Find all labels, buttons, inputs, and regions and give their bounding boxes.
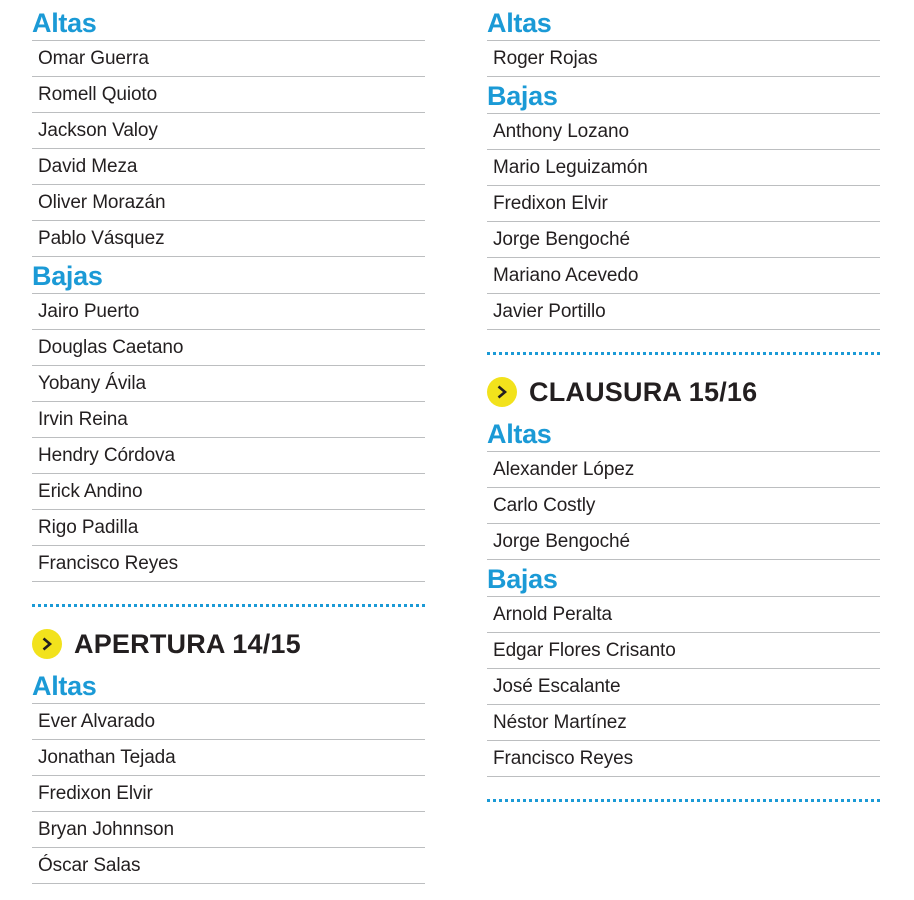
list-item: Jonathan Tejada bbox=[32, 740, 425, 776]
list-item: Mariano Acevedo bbox=[487, 258, 880, 294]
right-column bbox=[457, 0, 914, 900]
list-item: Francisco Reyes bbox=[32, 546, 425, 582]
section-heading-bajas-right: Bajas bbox=[487, 81, 558, 111]
list-item: Oliver Morazán bbox=[32, 185, 425, 221]
list-item: Jackson Valoy bbox=[32, 113, 425, 149]
list-item: Fredixon Elvir bbox=[487, 186, 880, 222]
list-item: Alexander López bbox=[487, 451, 880, 488]
list-item: Jorge Bengoché bbox=[487, 222, 880, 258]
section-heading-altas-clausura: Altas bbox=[487, 419, 552, 449]
altas-list bbox=[32, 40, 425, 257]
section-heading-bajas: Bajas bbox=[32, 261, 103, 291]
list-item: Anthony Lozano bbox=[487, 113, 880, 150]
list-item: Roger Rojas bbox=[487, 40, 880, 77]
section-heading-altas-apertura: Altas bbox=[32, 671, 97, 701]
bajas-list bbox=[32, 293, 425, 582]
section-heading-altas: Altas bbox=[32, 8, 97, 38]
section-divider-right bbox=[487, 352, 880, 355]
list-item: Néstor Martínez bbox=[487, 705, 880, 741]
list-item: Bryan Johnnson bbox=[32, 812, 425, 848]
section-heading-bajas-clausura: Bajas bbox=[487, 564, 558, 594]
list-item: Yobany Ávila bbox=[32, 366, 425, 402]
tournament-title: APERTURA 14/15 bbox=[74, 629, 301, 659]
list-item: Ever Alvarado bbox=[32, 703, 425, 740]
list-item: Jorge Bengoché bbox=[487, 524, 880, 560]
list-item: Fredixon Elvir bbox=[32, 776, 425, 812]
list-item: Jairo Puerto bbox=[32, 293, 425, 330]
list-item: Francisco Reyes bbox=[487, 741, 880, 777]
section-heading-altas-right: Altas bbox=[487, 8, 552, 38]
altas-list-clausura bbox=[487, 451, 880, 560]
list-item: Hendry Córdova bbox=[32, 438, 425, 474]
tournament-header-apertura bbox=[32, 629, 425, 659]
bajas-list-clausura bbox=[487, 596, 880, 777]
section-divider-bottom bbox=[487, 799, 880, 802]
list-item: Edgar Flores Crisanto bbox=[487, 633, 880, 669]
list-item: Mario Leguizamón bbox=[487, 150, 880, 186]
list-item: David Meza bbox=[32, 149, 425, 185]
list-item: Pablo Vásquez bbox=[32, 221, 425, 257]
list-item: Irvin Reina bbox=[32, 402, 425, 438]
altas-list-apertura bbox=[32, 703, 425, 884]
list-item: Omar Guerra bbox=[32, 40, 425, 77]
chevron-right-icon bbox=[487, 377, 517, 407]
altas-list-right bbox=[487, 40, 880, 77]
list-item: Óscar Salas bbox=[32, 848, 425, 884]
section-divider bbox=[32, 604, 425, 607]
bajas-list-right bbox=[487, 113, 880, 330]
list-item: Douglas Caetano bbox=[32, 330, 425, 366]
chevron-right-icon bbox=[32, 629, 62, 659]
list-item: Erick Andino bbox=[32, 474, 425, 510]
list-item: Arnold Peralta bbox=[487, 596, 880, 633]
tournament-title: CLAUSURA 15/16 bbox=[529, 377, 758, 407]
list-item: Rigo Padilla bbox=[32, 510, 425, 546]
list-item: Romell Quioto bbox=[32, 77, 425, 113]
list-item: Javier Portillo bbox=[487, 294, 880, 330]
list-item: Carlo Costly bbox=[487, 488, 880, 524]
list-item: José Escalante bbox=[487, 669, 880, 705]
tournament-header-clausura bbox=[487, 377, 880, 407]
